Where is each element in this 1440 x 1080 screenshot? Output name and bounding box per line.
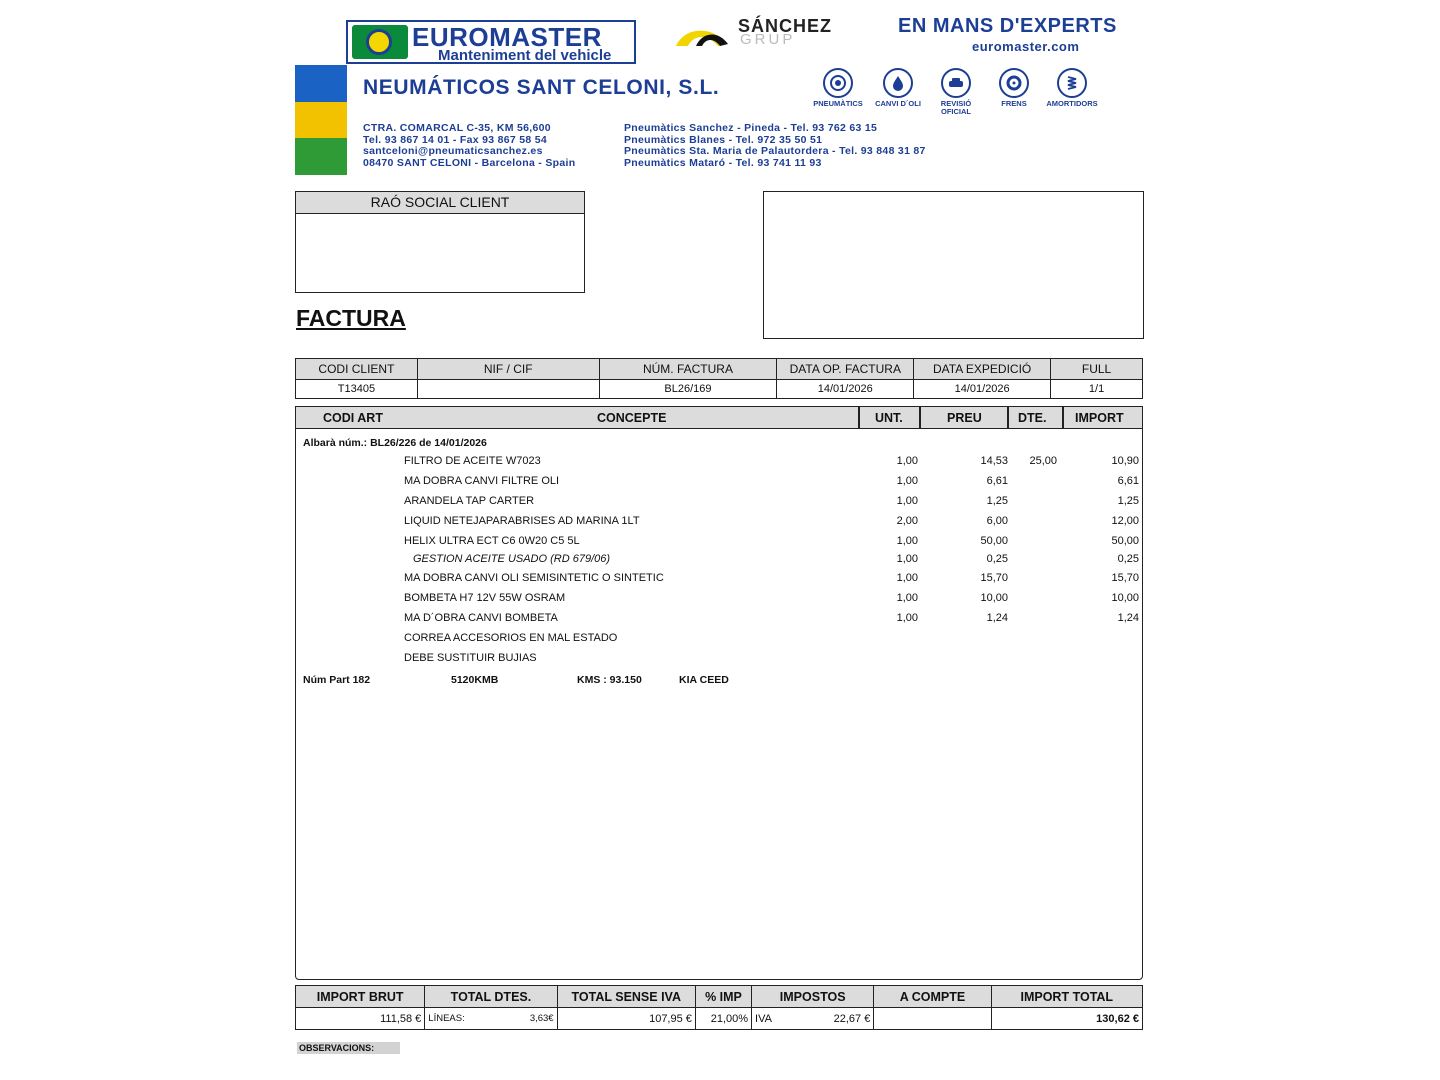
partner-name: SÁNCHEZ (738, 16, 833, 36)
taxes-cell (752, 1008, 874, 1030)
address-branches (624, 123, 926, 170)
tire-icon (829, 74, 847, 92)
col-taxes: IMPOSTOS (752, 986, 874, 1008)
col-net: TOTAL SENSE IVA (557, 986, 695, 1008)
line-price: 6,61 (986, 475, 1008, 487)
service-shocks (1042, 68, 1102, 108)
service-tires (808, 68, 868, 108)
line-amount: 1,24 (1117, 612, 1139, 624)
line-price: 10,00 (980, 592, 1008, 604)
invoice-header-columns (296, 359, 1143, 380)
line-item (296, 652, 1142, 666)
col-op-date: DATA OP. FACTURA (777, 359, 914, 380)
kilometers: KMS : 93.150 (577, 674, 642, 686)
col-concept: CONCEPTE (597, 411, 667, 425)
line-price: 1,24 (986, 612, 1008, 624)
line-units: 1,00 (896, 535, 918, 547)
col-amount: IMPORT (1075, 411, 1124, 425)
col-issue-date: DATA EXPEDICIÓ (914, 359, 1051, 380)
line-units: 1,00 (896, 612, 918, 624)
service-label: CANVI D´OLI (875, 99, 921, 108)
service-brakes (984, 68, 1044, 108)
line-concept: HELIX ULTRA ECT C6 0W20 C5 5L (404, 535, 580, 547)
tax-label: IVA (755, 1012, 772, 1025)
lines-header (296, 407, 1142, 429)
col-gross: IMPORT BRUT (296, 986, 425, 1008)
totals-table (295, 985, 1143, 1030)
discount-label: LÍNEAS: (428, 1013, 465, 1024)
service-label: PNEUMÀTICS (813, 99, 863, 108)
stripe-blue (295, 65, 347, 102)
issue-date: 14/01/2026 (914, 380, 1051, 399)
line-concept: BOMBETA H7 12V 55W OSRAM (404, 592, 566, 604)
line-units: 1,00 (896, 455, 918, 467)
branch-line: Pneumàtics Sta. Maria de Palautordera - Tel. 93 848 31 87 (624, 145, 926, 158)
line-item (296, 535, 1142, 549)
col-client-code: CODI CLIENT (296, 359, 418, 380)
slogan: EN MANS D'EXPERTS (898, 15, 1117, 37)
line-item (296, 592, 1142, 606)
invoice-header-values (296, 380, 1143, 399)
line-concept: DEBE SUSTITUIR BUJIAS (404, 652, 537, 664)
line-concept: ARANDELA TAP CARTER (404, 495, 535, 507)
albaran-line (296, 437, 1142, 451)
address-main (363, 123, 575, 170)
line-item (296, 612, 1142, 626)
client-box (295, 191, 585, 293)
line-amount: 1,25 (1117, 495, 1139, 507)
license-plate: 5120KMB (451, 674, 499, 686)
line-price: 6,00 (986, 515, 1008, 527)
line-price: 1,25 (986, 495, 1008, 507)
invoice-header-table (295, 358, 1143, 399)
website: euromaster.com (972, 39, 1080, 54)
line-concept: MA DOBRA CANVI FILTRE OLI (404, 475, 560, 487)
company-name: NEUMÁTICOS SANT CELONI, S.L. (363, 76, 720, 99)
line-amount: 12,00 (1111, 515, 1139, 527)
document-title: FACTURA (296, 305, 406, 331)
on-account-amount (874, 1008, 991, 1030)
stripe-yellow (295, 102, 347, 138)
line-concept: FILTRO DE ACEITE W7023 (404, 455, 541, 467)
line-item (296, 475, 1142, 489)
vehicle-info (296, 674, 1142, 688)
col-page: FULL (1051, 359, 1143, 380)
client-address-box (763, 191, 1144, 339)
sanchez-logo-icon (674, 24, 730, 48)
col-tax-pct: % IMP (695, 986, 751, 1008)
car-inspection-icon (947, 74, 965, 92)
line-concept: GESTION ACEITE USADO (RD 679/06) (413, 553, 611, 565)
partner-subtitle: GRUP (740, 31, 796, 48)
col-discounts: TOTAL DTES. (425, 986, 557, 1008)
part-number: Núm Part 182 (303, 674, 371, 686)
line-concept: MA D´OBRA CANVI BOMBETA (404, 612, 558, 624)
col-discount: DTE. (1018, 411, 1047, 425)
line-amount: 15,70 (1111, 572, 1139, 584)
line-price: 50,00 (980, 535, 1008, 547)
line-item (296, 632, 1142, 646)
stripe-green (295, 138, 347, 175)
albaran-text: Albarà núm.: BL26/226 de 14/01/2026 (303, 437, 487, 449)
line-discount: 25,00 (1029, 455, 1057, 467)
vehicle-model: KIA CEED (679, 674, 729, 686)
discount-value: 3,63€ (529, 1013, 554, 1024)
line-item (296, 495, 1142, 509)
address-line: Tel. 93 867 14 01 - Fax 93 867 58 54 (363, 133, 547, 146)
invoice-number: BL26/169 (599, 380, 777, 399)
branch-line: Pneumàtics Sanchez - Pineda - Tel. 93 762 63 15 (624, 122, 878, 134)
service-label: AMORTIDORS (1046, 99, 1098, 108)
line-item (296, 553, 1142, 567)
oil-drop-icon (889, 74, 907, 92)
service-label: FRENS (1001, 99, 1027, 108)
branch-line: Pneumàtics Mataró - Tel. 93 741 11 93 (624, 157, 822, 170)
line-units: 1,00 (896, 495, 918, 507)
line-concept: CORREA ACCESORIOS EN MAL ESTADO (404, 632, 618, 644)
line-price: 0,25 (986, 553, 1008, 565)
col-on-account: A COMPTE (874, 986, 991, 1008)
line-units: 1,00 (896, 475, 918, 487)
line-concept: LIQUID NETEJAPARABRISES AD MARINA 1LT (404, 515, 640, 527)
line-item (296, 515, 1142, 529)
col-price: PREU (947, 411, 982, 425)
logo-title: EUROMASTER (412, 22, 602, 52)
totals-columns (296, 986, 1143, 1008)
service-oil (868, 68, 928, 108)
line-price: 15,70 (980, 572, 1008, 584)
logo-subtitle: Manteniment del vehicle (438, 47, 612, 64)
line-amount: 50,00 (1111, 535, 1139, 547)
discount-cell (425, 1008, 557, 1030)
brake-disc-icon (1005, 74, 1023, 92)
service-inspection (926, 68, 986, 116)
op-date: 14/01/2026 (777, 380, 914, 399)
col-nif: NIF / CIF (417, 359, 599, 380)
tax-percent: 21,00% (695, 1008, 751, 1030)
line-units: 2,00 (896, 515, 918, 527)
net-amount: 107,95 € (557, 1008, 695, 1030)
client-box-header: RAÓ SOCIAL CLIENT (296, 192, 584, 214)
line-units: 1,00 (896, 572, 918, 584)
shock-absorber-icon (1063, 74, 1081, 92)
branch-line: Pneumàtics Blanes - Tel. 972 35 50 51 (624, 133, 823, 146)
line-price: 14,53 (980, 455, 1008, 467)
line-units: 1,00 (896, 553, 918, 565)
line-amount: 0,25 (1117, 553, 1139, 565)
euromaster-logo (346, 20, 636, 64)
address-line: CTRA. COMARCAL C-35, KM 56,600 (363, 122, 551, 134)
service-label: REVISIÓ OFICIAL (940, 99, 972, 116)
tax-amount: 22,67 € (833, 1012, 871, 1025)
line-item (296, 572, 1142, 586)
euromaster-emblem-icon (352, 25, 408, 59)
address-email: santceloni@pneumaticsanchez.es (363, 145, 543, 158)
line-amount: 10,90 (1111, 455, 1139, 467)
col-units: UNT. (875, 411, 903, 425)
line-concept: MA DOBRA CANVI OLI SEMISINTETIC O SINTETIC (404, 572, 664, 584)
line-item (296, 455, 1142, 469)
col-total: IMPORT TOTAL (991, 986, 1142, 1008)
total-amount: 130,62 € (991, 1008, 1142, 1030)
invoice-lines (295, 406, 1143, 980)
gross-amount: 111,58 € (296, 1008, 425, 1030)
observations-label: OBSERVACIONS: (297, 1042, 400, 1054)
page-number: 1/1 (1051, 380, 1143, 399)
col-article-code: CODI ART (323, 411, 383, 425)
nif-value (417, 380, 599, 399)
address-line: 08470 SANT CELONI - Barcelona - Spain (363, 157, 576, 170)
line-amount: 6,61 (1117, 475, 1139, 487)
line-units: 1,00 (896, 592, 918, 604)
client-code: T13405 (296, 380, 418, 399)
line-amount: 10,00 (1111, 592, 1139, 604)
col-invoice-number: NÚM. FACTURA (599, 359, 777, 380)
totals-values (296, 1008, 1143, 1030)
